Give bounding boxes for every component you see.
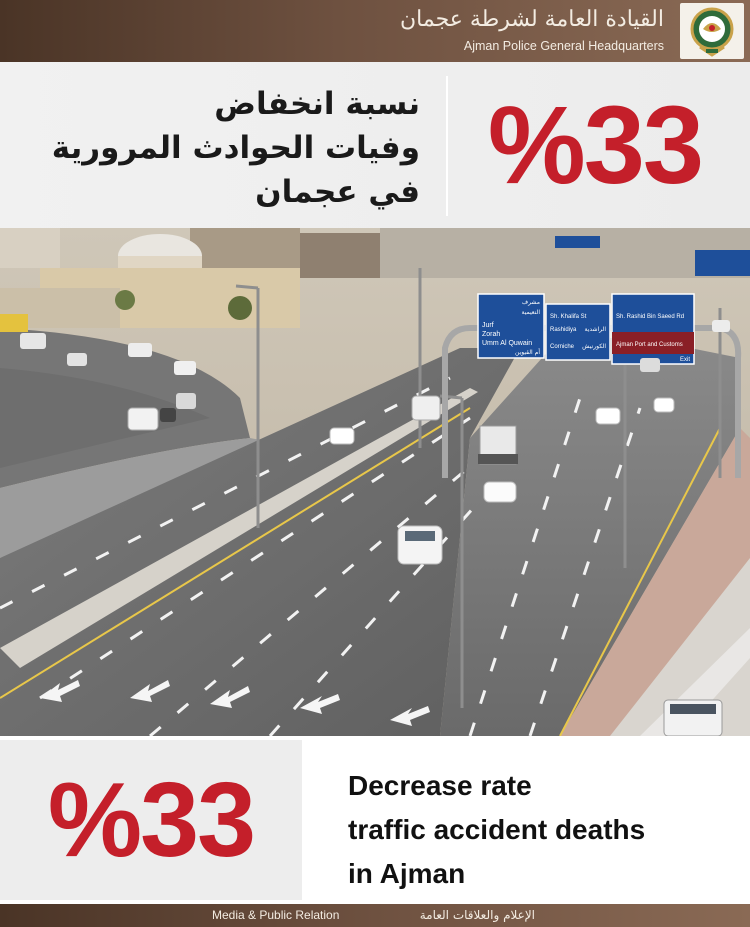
- hq-title-english: Ajman Police General Headquarters: [463, 39, 664, 53]
- sign-left-alnuaimi: النعيمية: [521, 309, 540, 316]
- sign-mid-corniche-ar: الكورنيش: [582, 343, 606, 350]
- sign-mid-rashidiya-ar: الراشدية: [584, 326, 606, 333]
- footer-bar: [0, 904, 750, 927]
- highway-photo: [0, 228, 750, 736]
- stat-english-line3: in Ajman: [348, 858, 466, 889]
- stat-text-arabic: [51, 82, 420, 214]
- sign-right-exit: Exit: [679, 357, 690, 363]
- sign-left-line1: Jurf: [482, 322, 494, 329]
- sign-right-top: Sh. Rashid Bin Saeed Rd: [616, 314, 685, 320]
- stat-arabic-line3: في عجمان: [255, 174, 420, 210]
- divider: [446, 76, 448, 216]
- stat-arabic-line2: وفيات الحوادث المرورية: [51, 130, 420, 166]
- ajman-police-emblem-icon: [680, 3, 744, 59]
- bottom-stat-band: [0, 736, 750, 904]
- sign-left-line2: Zorah: [482, 331, 501, 338]
- stat-english-line2: traffic accident deaths: [348, 814, 646, 845]
- footer-media-relation-en: Media & Public Relation: [212, 908, 340, 922]
- sign-left-top: مشرف: [521, 299, 540, 306]
- stat-english-line1: Decrease rate: [348, 770, 532, 801]
- stat-arabic-line1: نسبة انخفاض: [214, 86, 420, 122]
- sign-right-port: Ajman Port and Customs: [616, 342, 683, 348]
- sign-left-line3-ar: أم القيوين: [515, 349, 540, 356]
- hq-title-arabic: القيادة العامة لشرطة عجمان: [400, 7, 664, 32]
- sign-mid-corniche: Corniche: [550, 344, 575, 350]
- sign-mid-rashidiya: Rashidiya: [550, 327, 577, 333]
- sign-mid-top: Sh. Khalifa St: [550, 314, 587, 320]
- percentage-bottom: %33: [0, 740, 302, 900]
- sign-left-line3: Umm Al Quwain: [482, 340, 533, 347]
- footer-media-relation-ar: الإعلام والعلاقات العامة: [419, 908, 535, 922]
- top-stat-band: [0, 62, 750, 228]
- stat-text-english: [348, 764, 738, 896]
- header-bar: [0, 0, 750, 62]
- percentage-top: %33: [487, 83, 703, 207]
